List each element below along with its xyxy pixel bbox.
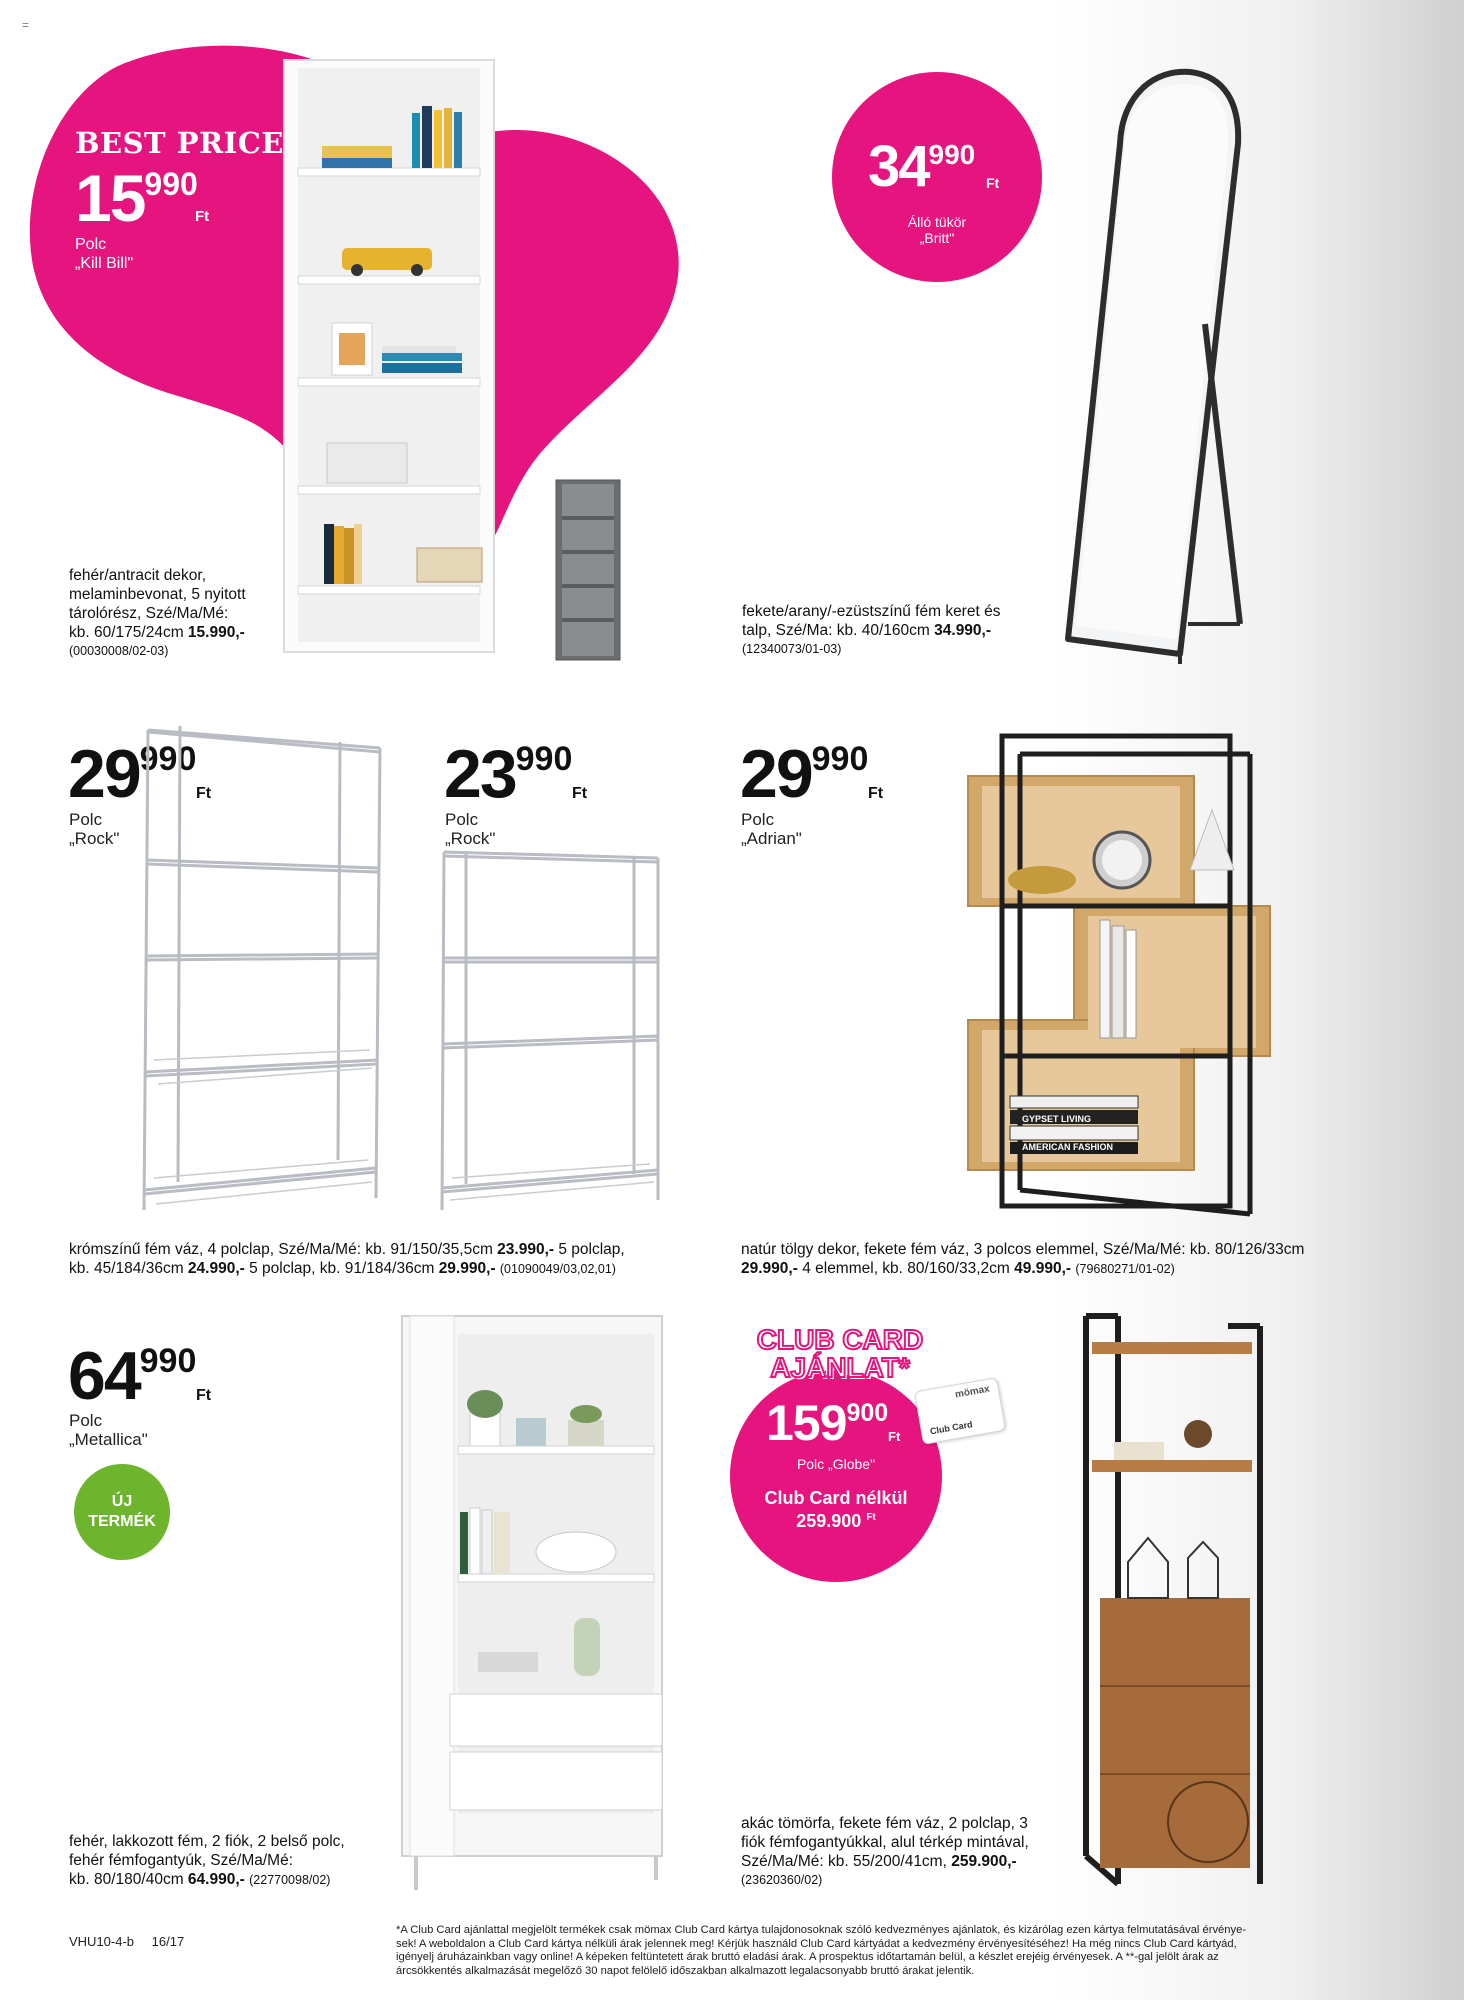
globe-no-card-line2: 259.900 bbox=[796, 1511, 862, 1531]
adrian-shelf-image bbox=[962, 730, 1312, 1220]
rock-large-name bbox=[69, 810, 119, 848]
kill-bill-desc-line3: tárolórész, Szé/Ma/Mé: bbox=[69, 605, 229, 622]
adrian-book-fashion: AMERICAN FASHION bbox=[1022, 1142, 1114, 1152]
rock-desc-code: (01090049/03,02,01) bbox=[499, 1262, 616, 1276]
rock-large-currency: Ft bbox=[196, 785, 212, 802]
britt-currency: Ft bbox=[986, 175, 1000, 191]
kill-bill-name-line1: Polc bbox=[75, 236, 107, 253]
rock-small-shelf-image bbox=[436, 848, 666, 1218]
adrian-book-gypset: GYPSET LIVING bbox=[1022, 1114, 1092, 1124]
metallica-desc-line1: fehér, lakkozott fém, 2 fiók, 2 belső polc, bbox=[69, 1833, 345, 1850]
britt-desc-code: (12340073/01-03) bbox=[742, 642, 842, 656]
rock-small-name-line2: „Rock" bbox=[445, 829, 496, 848]
rock-large-price-main: 29 bbox=[68, 736, 140, 812]
kill-bill-name-line2: „Kill Bill" bbox=[75, 255, 134, 272]
globe-desc-price: 259.900,- bbox=[951, 1853, 1017, 1870]
rock-desc-l2b: 24.990,- bbox=[187, 1260, 245, 1277]
metallica-desc-price: 64.990,- bbox=[187, 1871, 245, 1888]
kill-bill-description bbox=[69, 566, 246, 661]
kill-bill-price-cents: 990 bbox=[144, 166, 198, 202]
rock-large-shelf-image bbox=[134, 720, 394, 1220]
rock-large-name-line2: „Rock" bbox=[69, 829, 120, 848]
kill-bill-name bbox=[75, 235, 133, 273]
adrian-desc-line1: natúr tölgy dekor, fekete fém váz, 3 polcos elemmel, Szé/Ma/Mé: kb. 80/126/33cm bbox=[741, 1241, 1305, 1258]
rock-small-price-main: 23 bbox=[444, 736, 516, 812]
metallica-name-line2: „Metallica" bbox=[69, 1430, 148, 1449]
britt-description bbox=[742, 602, 1000, 659]
globe-price-main: 159 bbox=[766, 1395, 847, 1451]
rock-desc-l1a: krómszínű fém váz, 4 polclap, Szé/Ma/Mé: kb. 91/150/35,5cm bbox=[69, 1241, 498, 1258]
adrian-price-cents: 990 bbox=[811, 740, 869, 778]
adrian-description bbox=[741, 1240, 1304, 1279]
footnote-line3: igényelj áruházainkban vagy online! A képeken feltüntetett árak bruttó eladási árak. A prospektus időtartamán belül, a készlet erejéig érvényesek. A **-gal jelölt árak az bbox=[396, 1951, 1219, 1964]
rock-small-currency: Ft bbox=[572, 785, 588, 802]
kill-bill-desc-price: 15.990,- bbox=[187, 624, 245, 641]
britt-desc-price: 34.990,- bbox=[934, 622, 992, 639]
new-product-badge bbox=[74, 1464, 170, 1560]
globe-desc-line2: fiók fémfogantyúkkal, alul térkép mintával, bbox=[741, 1834, 1029, 1851]
britt-price bbox=[868, 134, 1000, 199]
britt-desc-line1: fekete/arany/-ezüstszínű fém keret és bbox=[742, 603, 1001, 620]
adrian-price-main: 29 bbox=[740, 736, 812, 812]
corner-mark: = bbox=[22, 18, 30, 32]
kill-bill-anthracite-variant-image bbox=[554, 478, 624, 664]
globe-desc-code: (23620360/02) bbox=[741, 1873, 823, 1887]
new-badge-line2: TERMÉK bbox=[88, 1513, 156, 1530]
metallica-name bbox=[69, 1411, 148, 1449]
metallica-price bbox=[68, 1338, 212, 1414]
page-code: VHU10-4-b bbox=[69, 1934, 135, 1949]
metallica-currency: Ft bbox=[196, 1387, 212, 1404]
britt-name bbox=[832, 214, 1042, 246]
globe-description bbox=[741, 1814, 1029, 1890]
globe-no-card-line1: Club Card nélkül bbox=[764, 1488, 908, 1508]
kill-bill-price-main: 15 bbox=[75, 161, 145, 235]
metallica-desc-code: (22770098/02) bbox=[249, 1873, 331, 1887]
metallica-description bbox=[69, 1832, 345, 1890]
rock-desc-l1b: 23.990,- bbox=[497, 1241, 555, 1258]
page-footer-code bbox=[69, 1934, 184, 1949]
club-card-badge-line1: CLUB CARD bbox=[756, 1324, 924, 1355]
britt-price-cents: 990 bbox=[928, 139, 976, 170]
rock-desc-l1c: 5 polclap, bbox=[554, 1241, 625, 1258]
footnote bbox=[396, 1924, 1406, 1978]
footnote-line1: *A Club Card ajánlattal megjelölt termékek csak mömax Club Card kártya tulajdonosoknak szóló kedvezményes ajánlatok, és kizárólag ezen kártya felmutatásával érvénye- bbox=[396, 1924, 1247, 1936]
rock-desc-l2c: 5 polclap, kb. 91/184/36cm bbox=[244, 1260, 439, 1277]
rock-small-name-line1: Polc bbox=[445, 810, 479, 829]
globe-shelf-image bbox=[1078, 1312, 1268, 1898]
kill-bill-desc-line4: kb. 60/175/24cm bbox=[69, 624, 184, 641]
page-numbers: 16/17 bbox=[151, 1934, 185, 1949]
adrian-name bbox=[741, 810, 802, 848]
kill-bill-price bbox=[75, 161, 210, 235]
club-card-offer-badge bbox=[740, 1326, 940, 1382]
britt-name-line2: „Britt" bbox=[919, 230, 955, 246]
britt-desc-line2: talp, Szé/Ma: kb. 40/160cm bbox=[742, 622, 930, 639]
globe-name: Polc „Globe" bbox=[796, 1456, 876, 1472]
metallica-desc-line2: fehér fémfogantyúk, Szé/Ma/Mé: bbox=[69, 1852, 293, 1869]
rock-large-price-cents: 990 bbox=[139, 740, 197, 778]
footnote-line4: árcsökkentés alkalmazását megelőző 30 napot felölelő időszakban alkalmazott legalacsonyabb bruttó árakat jelentik. bbox=[396, 1964, 975, 1977]
adrian-desc-line2: 4 elemmel, kb. 80/160/33,2cm bbox=[797, 1260, 1015, 1277]
britt-mirror-image bbox=[1060, 64, 1260, 674]
club-card-brand: mömax bbox=[954, 1383, 991, 1401]
globe-currency: Ft bbox=[888, 1429, 901, 1444]
metallica-desc-line3: kb. 80/180/40cm bbox=[69, 1871, 188, 1888]
metallica-price-main: 64 bbox=[68, 1338, 140, 1414]
rock-description bbox=[69, 1240, 625, 1279]
adrian-desc-price2: 49.990,- bbox=[1014, 1260, 1072, 1277]
rock-small-name bbox=[445, 810, 495, 848]
adrian-name-line2: „Adrian" bbox=[741, 829, 802, 848]
kill-bill-desc-line2: melaminbevonat, 5 nyitott bbox=[69, 586, 246, 603]
globe-no-card-currency: Ft bbox=[866, 1512, 876, 1523]
adrian-name-line1: Polc bbox=[741, 810, 775, 829]
new-badge-line1: ÚJ bbox=[111, 1493, 133, 1510]
club-card-image bbox=[914, 1377, 1006, 1445]
club-card-badge-line2: AJÁNLAT* bbox=[770, 1352, 910, 1383]
globe-desc-line3: Szé/Ma/Mé: kb. 55/200/41cm, bbox=[741, 1853, 952, 1870]
kill-bill-desc-line1: fehér/antracit dekor, bbox=[69, 567, 206, 584]
britt-price-main: 34 bbox=[868, 134, 929, 199]
rock-desc-l2d: 29.990,- bbox=[438, 1260, 496, 1277]
adrian-currency: Ft bbox=[868, 785, 884, 802]
adrian-desc-price1: 29.990,- bbox=[741, 1260, 798, 1277]
britt-name-line1: Álló tükör bbox=[907, 214, 967, 230]
rock-large-name-line1: Polc bbox=[69, 810, 103, 829]
metallica-price-cents: 990 bbox=[139, 1342, 197, 1380]
kill-bill-currency: Ft bbox=[195, 208, 210, 225]
kill-bill-desc-code: (00030008/02-03) bbox=[69, 644, 169, 658]
rock-desc-l2a: kb. 45/184/36cm bbox=[69, 1260, 188, 1277]
rock-small-price bbox=[444, 736, 588, 812]
footnote-line2: sek! A weboldalon a Club Card kártya nélküli árak jelennek meg! Kérjük használd Club Card kártyádat a kedvezmény érvényesítéséhez! Ha még nincs Club Card kártyád, bbox=[396, 1937, 1237, 1950]
metallica-name-line1: Polc bbox=[69, 1411, 103, 1430]
club-card-label: Club Card bbox=[929, 1419, 974, 1437]
globe-no-card-price bbox=[730, 1488, 942, 1531]
globe-desc-line1: akác tömörfa, fekete fém váz, 2 polclap, 3 bbox=[741, 1815, 1028, 1832]
adrian-desc-code: (79680271/01-02) bbox=[1075, 1262, 1175, 1276]
metallica-cabinet-image bbox=[398, 1312, 666, 1892]
globe-price bbox=[766, 1395, 901, 1451]
adrian-price bbox=[740, 736, 884, 812]
kill-bill-shelf-image bbox=[282, 58, 497, 658]
best-price-badge: BEST PRICE bbox=[75, 126, 284, 160]
rock-small-price-cents: 990 bbox=[515, 740, 573, 778]
globe-price-cents: 900 bbox=[846, 1399, 889, 1427]
